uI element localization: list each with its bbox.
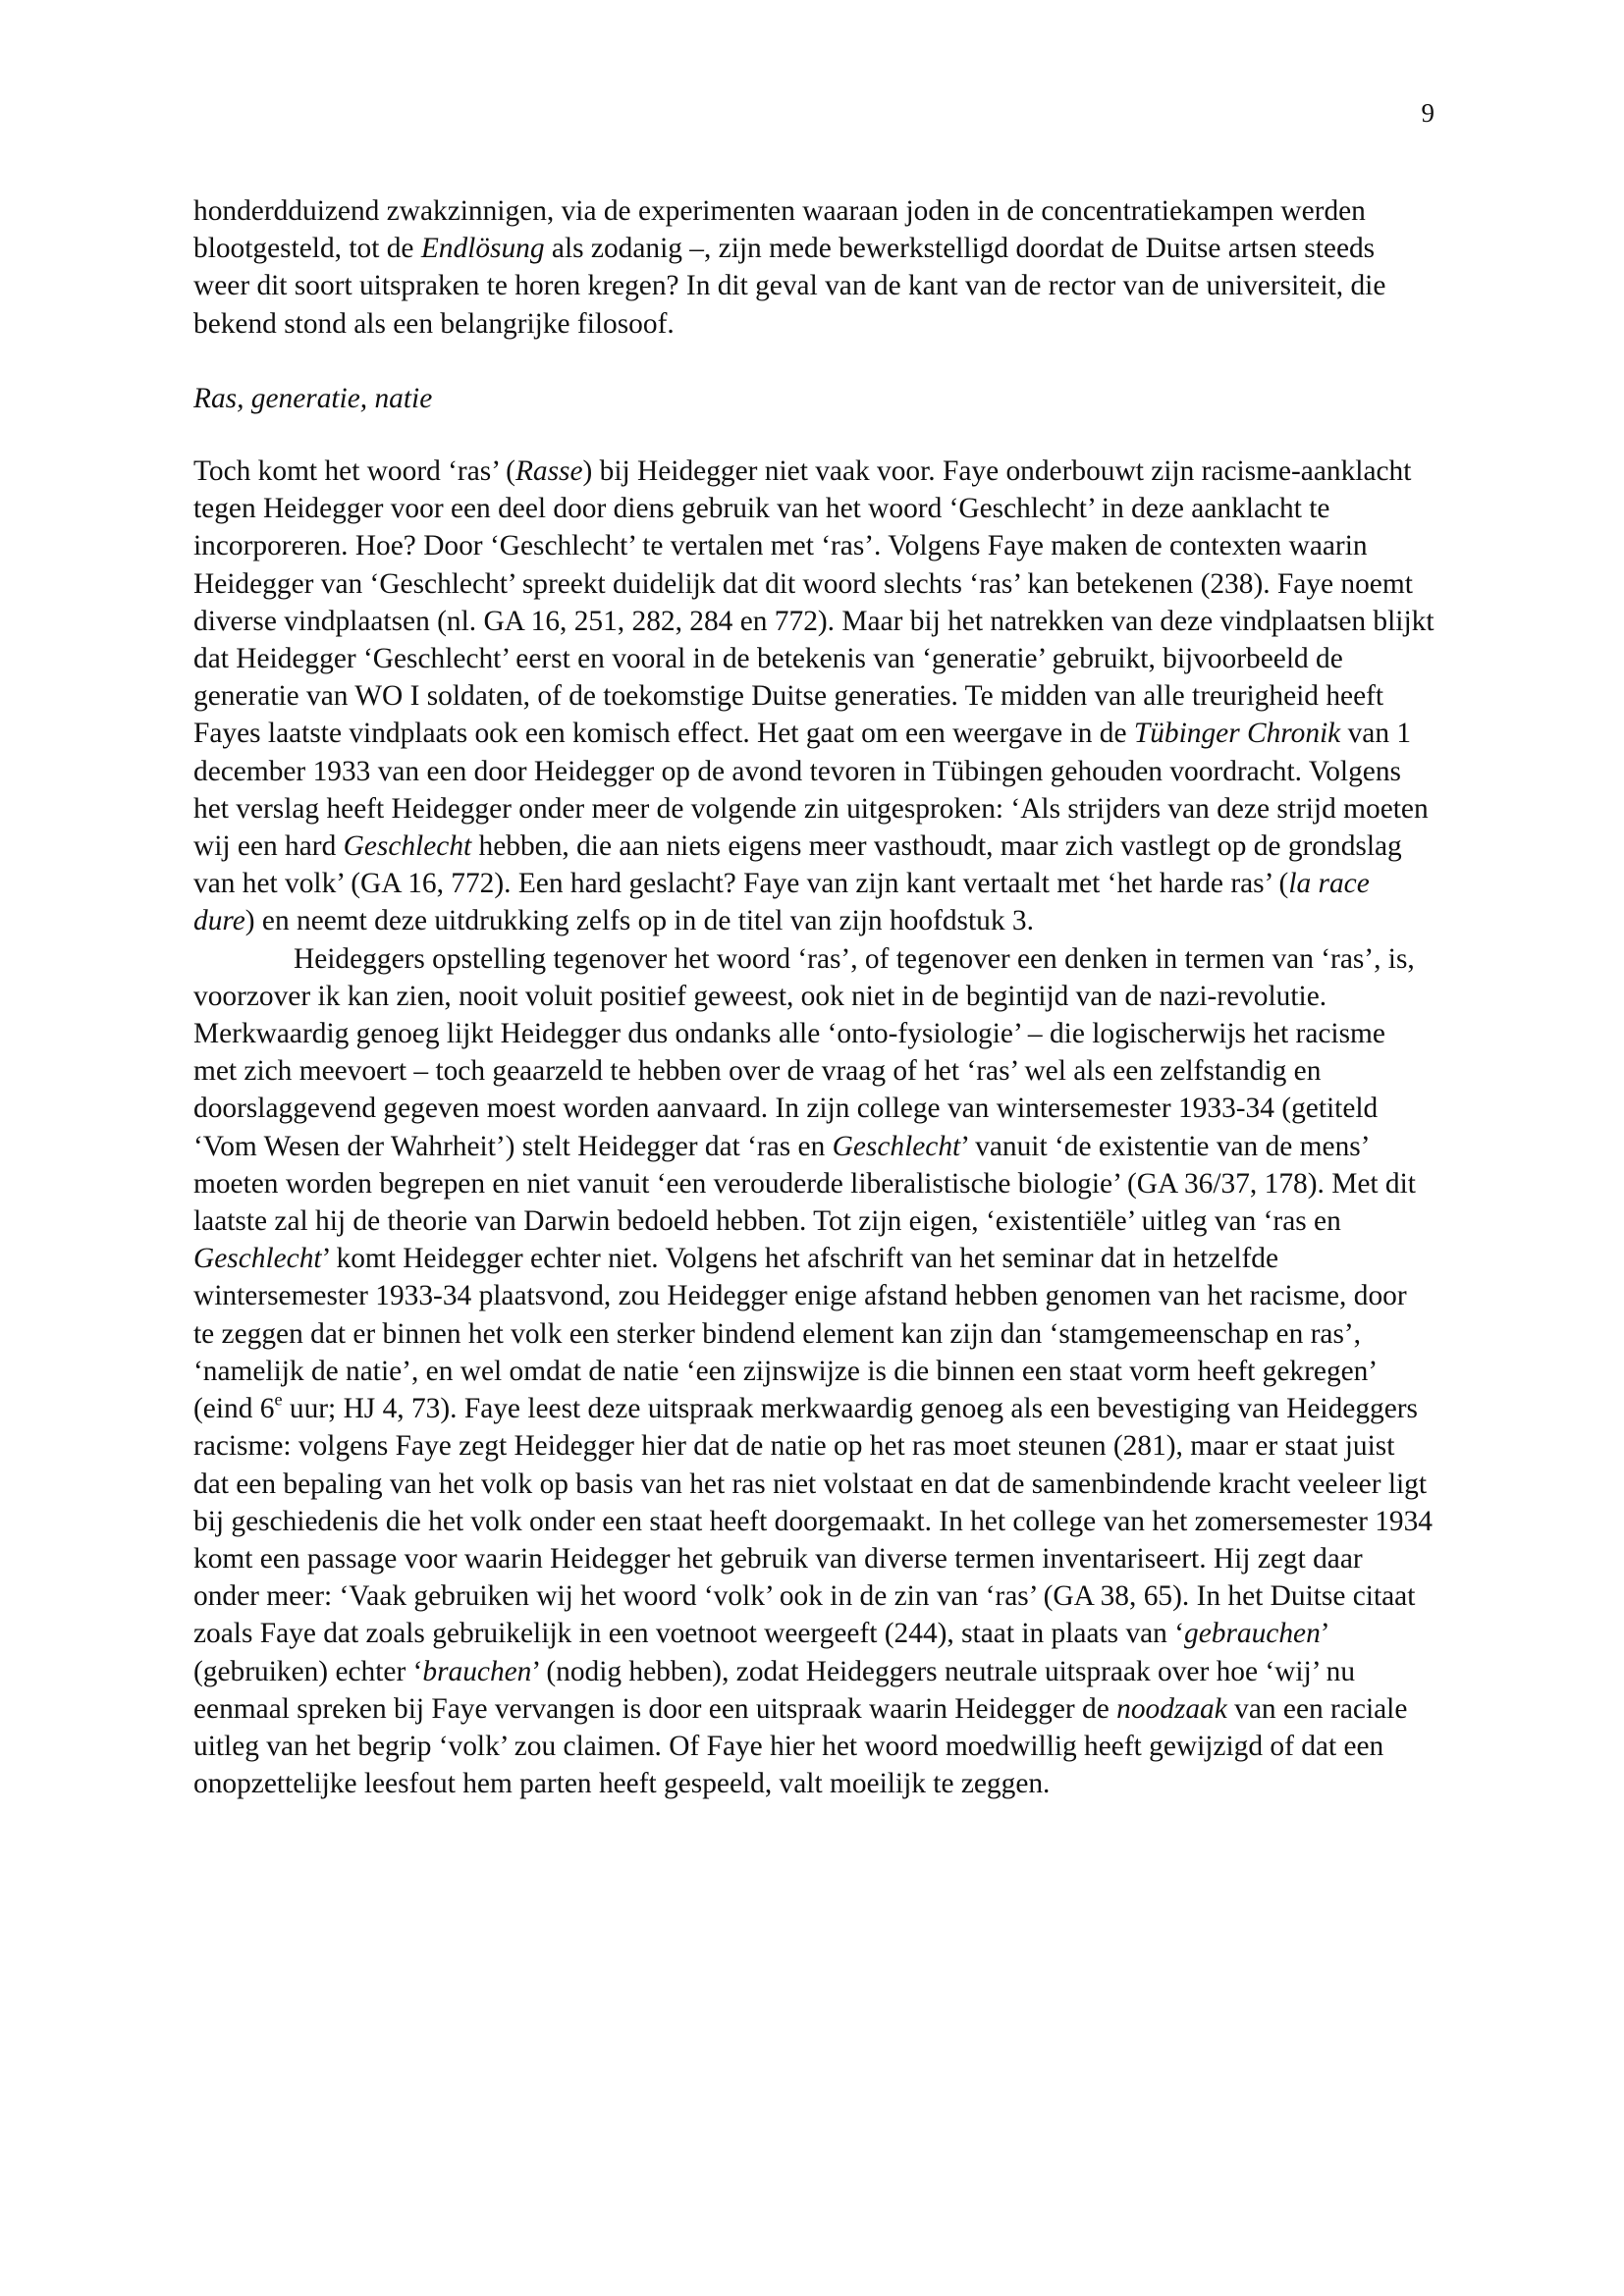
paragraph-spacer xyxy=(193,343,1435,380)
italic-term: Geschlecht xyxy=(193,1243,322,1275)
paragraph-spacer xyxy=(193,417,1435,453)
superscript: e xyxy=(274,1389,283,1410)
italic-term: Rasse xyxy=(514,455,583,488)
text-run: ’ komt Heidegger echter niet. Volgens het afschrift van het seminar dat in hetzelfde wintersemester 1933-34 plaatsvond, zou Heidegger enige afstand hebben genomen van het racisme, door te zeggen dat er binnen het volk een sterker bindend element kan zijn dan ‘stamgemeenschap en ras’, ‘namelijk de natie’, en wel omdat de natie ‘een zijnswijze is die binnen een staat vorm heeft gekregen’ (eind 6 xyxy=(193,1243,1407,1425)
section-heading: Ras, generatie, natie xyxy=(193,382,433,414)
italic-term: brauchen xyxy=(422,1655,532,1687)
italic-term: gebrauchen xyxy=(1184,1618,1321,1650)
italic-term: Tübinger Chronik xyxy=(1133,718,1341,750)
text-run: ’ (nodig hebben), zodat Heideggers neutrale uitspraak over hoe ‘wij’ nu eenmaal spreken bij Faye vervangen is door een uitspraak waarin Heidegger de xyxy=(193,1655,1356,1725)
text-run: ’ (gebruiken) echter ‘ xyxy=(193,1618,1328,1687)
text-run: uur; HJ 4, 73). Faye leest deze uitspraak merkwaardig genoeg als een bevestiging van Heideggers racisme: volgens Faye zegt Heidegger hier dat de natie op het ras moet steunen (281), maar er staat juist dat een bepaling van het volk op basis van het ras niet volstaat en dat de samenbindende kracht veeleer ligt bij geschiedenis die het volk onder een staat heeft doorgemaakt. In het college van het zomersemester 1934 komt een passage voor waarin Heidegger het gebruik van diverse termen inventariseert. Hij zegt daar onder meer: ‘Vaak gebruiken wij het woord ‘volk’ ook in de zin van ‘ras’ (GA 38, 65). In het Duitse citaat zoals Faye dat zoals gebruikelijk in een voetnoot weergeeft (244), staat in plaats van ‘ xyxy=(193,1393,1433,1650)
text-run: ) en neemt deze uitdrukking zelfs op in de titel van zijn hoofdstuk 3. xyxy=(244,905,1034,937)
text-run: honderdduizend zwakzinnigen, via de experimenten waaraan joden in de concentratiekampen werden blootgesteld, tot de xyxy=(193,195,1366,265)
text-run: ’ vanuit ‘de existentie van de mens’ moeten worden begrepen en niet vanuit ‘een verouderde liberalistische biologie’ (GA 36/37, 178). Met dit laatste zal hij de theorie van Darwin bedoeld hebben. Tot zijn eigen, ‘existentiële’ uitleg van ‘ras en xyxy=(193,1130,1416,1238)
text-run: hebben, die aan niets eigens meer vasthoudt, maar zich vastlegt op de grondslag van het volk’ (GA 16, 772). Een hard geslacht? Faye van zijn kant vertaalt met ‘het harde ras’ ( xyxy=(193,830,1402,900)
italic-term: Geschlecht xyxy=(343,830,472,863)
text-run: van 1 december 1933 van een door Heidegger op de avond tevoren in Tübingen gehouden voordracht. Volgens het verslag heeft Heidegger onder meer de volgende zin uitgesproken: ‘Als strijders van deze strijd moeten wij een hard xyxy=(193,718,1429,863)
text-run: ) bij Heidegger niet vaak voor. Faye onderbouwt zijn racisme-aanklacht tegen Heidegger voor een deel door diens gebruik van het woord ‘Geschlecht’ in deze aanklacht te incorporeren. Hoe? Door ‘Geschlecht’ te vertalen met ‘ras’. Volgens Faye maken de contexten waarin Heidegger van ‘Geschlecht’ spreekt duidelijk dat dit woord slechts ‘ras’ kan betekenen (238). Faye noemt diverse vindplaatsen (nl. GA 16, 251, 282, 284 en 772). Maar bij het natrekken van deze vindplaatsen blijkt dat Heidegger ‘Geschlecht’ eerst en vooral in de betekenis van ‘generatie’ gebruikt, bijvoorbeeld de generatie van WO I soldaten, of de toekomstige Duitse generaties. Te midden van alle treurigheid heeft Fayes laatste vindplaats ook een komisch effect. Het gaat om een weergave in de xyxy=(193,455,1435,750)
italic-term: Geschlecht xyxy=(832,1130,961,1162)
italic-term: la race dure xyxy=(193,868,1370,937)
paragraph xyxy=(193,453,1435,940)
paragraph xyxy=(193,940,1435,1803)
text-run: van een raciale uitleg van het begrip ‘volk’ zou claimen. Of Faye hier het woord moedwillig heeft gewijzigd of dat een onopzettelijke leesfout hem parten heeft gespeeld, valt moeilijk te zeggen. xyxy=(193,1692,1408,1800)
text-run: Heideggers opstelling tegenover het woord ‘ras’, of tegenover een denken in termen van ‘ras’, is, voorzover ik kan zien, nooit voluit positief geweest, ook niet in de begintijd van de nazi-revolutie. Merkwaardig genoeg lijkt Heidegger dus ondanks alle ‘onto-fysiologie’ – die logischerwijs het racisme met zich meevoert – toch geaarzeld te hebben over de vraag of het ‘ras’ wel als een zelfstandig en doorslaggevend gegeven moest worden aanvaard. In zijn college van wintersemester 1933-34 (getiteld ‘Vom Wesen der Wahrheit’) stelt Heidegger dat ‘ras en xyxy=(193,942,1415,1162)
text-run: als zodanig –, zijn mede bewerkstelligd doordat de Duitse artsen steeds weer dit soort uitspraken te horen kregen? In dit geval van de kant van de rector van de universiteit, die bekend stond als een belangrijke filosoof. xyxy=(193,233,1386,340)
page-number: 9 xyxy=(1421,98,1435,128)
text-run: Toch komt het woord ‘ras’ ( xyxy=(193,455,515,488)
paragraph xyxy=(193,192,1435,343)
body-text xyxy=(193,192,1435,1802)
italic-term: noodzaak xyxy=(1116,1692,1227,1725)
italic-term: Endlösung xyxy=(420,233,545,265)
